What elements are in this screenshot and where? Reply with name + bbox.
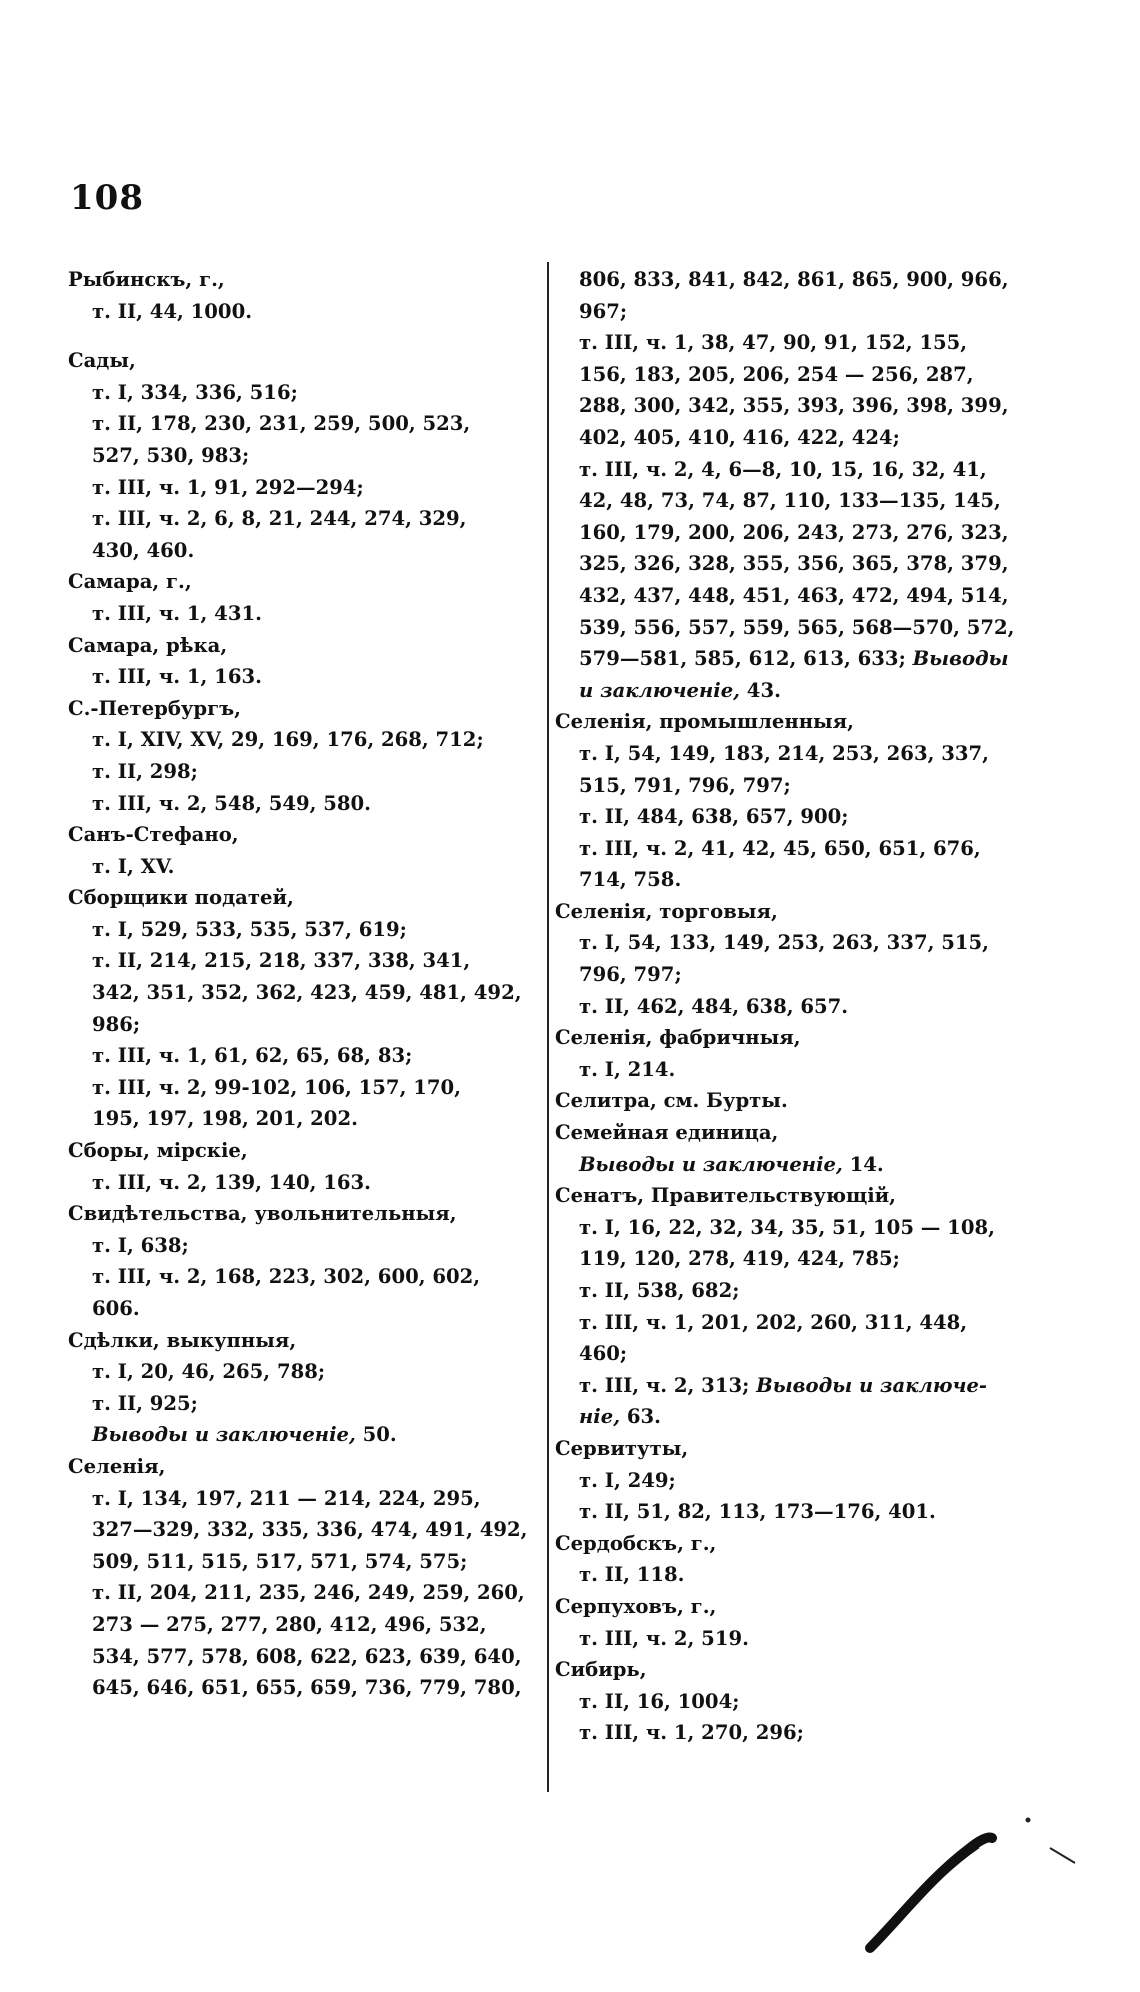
index-headword: Сборщики податей, [68,886,294,910]
index-reference-line: 160, 179, 200, 206, 243, 273, 276, 323, [579,520,1009,544]
reference-italic-text: Выводы и заключеніе, [579,1152,843,1176]
index-reference-line: т. I, 54, 133, 149, 253, 263, 337, 515, [579,931,989,955]
index-reference-line: т. II, 118. [579,1563,685,1587]
index-reference-line: 273 — 275, 277, 280, 412, 496, 532, [92,1612,487,1636]
index-reference-line: 342, 351, 352, 362, 423, 459, 481, 492, [92,981,522,1005]
index-reference-line: 806, 833, 841, 842, 861, 865, 900, 966, [579,268,1009,291]
index-reference-line: т. I, 638; [92,1233,189,1257]
index-reference-line: 288, 300, 342, 355, 393, 396, 398, 399, [579,394,1009,418]
index-reference-line [555,675,1033,707]
index-headword: Семейная единица, [555,1121,779,1145]
index-headword: Сады, [68,349,136,373]
index-reference-line: 796, 797; [579,963,682,987]
index-reference-line: 460; [579,1342,628,1366]
index-reference-line: т. I, 134, 197, 211 — 214, 224, 295, [92,1486,481,1510]
reference-text: 43. [739,678,781,702]
index-headword: Сердобскъ, г., [555,1531,717,1555]
index-reference-line: 327—329, 332, 335, 336, 474, 491, 492, [92,1518,528,1542]
index-reference-line [555,1401,1033,1433]
index-headword: Самара, г., [68,570,192,594]
index-reference-line: т. II, 178, 230, 231, 259, 500, 523, [92,412,471,436]
index-reference-line: т. III, ч. 2, 168, 223, 302, 600, 602, [92,1265,481,1289]
index-headword: Селенія, [68,1454,166,1478]
index-reference-line: т. I, 529, 533, 535, 537, 619; [92,917,407,941]
index-headword: Селенія, промышленныя, [555,710,854,734]
index-reference-line: т. I, 214. [579,1057,676,1081]
index-headword: Сдѣлки, выкупныя, [68,1328,297,1352]
index-reference-line: т. III, ч. 2, 519. [579,1626,749,1650]
index-headword: Селенія, фабричныя, [555,1026,801,1050]
index-reference-line: т. II, 538, 682; [579,1279,740,1302]
index-reference-line: т. II, 484, 638, 657, 900; [579,805,849,829]
index-reference-line: т. III, ч. 1, 163. [92,665,262,689]
entry-spacer [68,327,548,345]
reference-text: 63. [620,1405,661,1429]
index-reference-line: т. I, 249; [579,1468,676,1492]
reference-text: 14. [842,1152,884,1176]
reference-italic-text: Выводы и заключе- [756,1373,988,1397]
index-headword: Серпуховъ, г., [555,1594,717,1618]
index-reference-line: т. II, 44, 1000. [92,299,253,323]
index-reference-line: т. II, 16, 1004; [579,1689,740,1713]
reference-italic-text: Выводы и заключеніе, [92,1423,356,1447]
index-reference-line: т. III, ч. 2, 548, 549, 580. [92,791,371,815]
index-headword: Рыбинскъ, г., [68,268,225,291]
index-reference-line: т. II, 51, 82, 113, 173—176, 401. [579,1500,936,1524]
index-reference-line: 714, 758. [579,868,682,892]
index-reference-line [68,1419,548,1451]
reference-italic-text: ніе, [579,1405,621,1429]
reference-italic-text: Выводы [912,647,1009,671]
index-reference-line: т. III, ч. 2, 99-102, 106, 157, 170, [92,1075,461,1099]
index-reference-line: т. III, ч. 2, 139, 140, 163. [92,1170,371,1194]
index-reference-line: т. I, 334, 336, 516; [92,380,298,404]
index-column-right [555,264,1033,1749]
index-reference-line: т. I, 16, 22, 32, 34, 35, 51, 105 — 108, [579,1215,995,1239]
index-reference-line: 195, 197, 198, 201, 202. [92,1107,358,1131]
index-reference-line: 509, 511, 515, 517, 571, 574, 575; [92,1549,468,1573]
index-reference-line: 967; [579,299,628,323]
index-reference-line: 534, 577, 578, 608, 622, 623, 639, 640, [92,1644,522,1668]
index-reference-line: т. III, ч. 1, 270, 296; [579,1721,804,1745]
index-reference-line: 606. [92,1297,140,1320]
index-headword: Сборы, мірскіе, [68,1139,248,1163]
index-headword: С.-Петербургъ, [68,696,241,720]
index-reference-line: 402, 405, 410, 416, 422, 424; [579,425,900,449]
index-reference-line: 430, 460. [92,538,195,562]
page-number: 108 [70,178,144,218]
index-reference-line: 986; [92,1012,141,1036]
index-reference-line: 156, 183, 205, 206, 254 — 256, 287, [579,362,974,386]
index-headword: Самара, рѣка, [68,633,228,657]
column-divider [547,262,549,1792]
index-reference-line [555,1149,1033,1181]
ink-stroke-mark [860,1808,1100,1958]
reference-italic-text: и заключеніе, [579,678,740,702]
index-headword: Сервитуты, [555,1436,689,1460]
index-reference-line: 645, 646, 651, 655, 659, 736, 779, 780, [92,1676,522,1700]
reference-text: т. III, ч. 2, 313; [579,1373,757,1397]
index-column-left [68,264,548,1704]
index-reference-line: т. II, 462, 484, 638, 657. [579,994,849,1018]
index-headword: Сибирь, [555,1658,647,1682]
index-reference-line: 42, 48, 73, 74, 87, 110, 133—135, 145, [579,489,1001,513]
index-reference-line: 119, 120, 278, 419, 424, 785; [579,1247,900,1271]
index-reference-line: т. I, XIV, XV, 29, 169, 176, 268, 712; [92,728,484,752]
reference-text: 579—581, 585, 612, 613, 633; [579,647,913,671]
index-reference-line: т. I, 54, 149, 183, 214, 253, 263, 337, [579,741,989,765]
index-reference-line: т. III, ч. 1, 431. [92,601,262,625]
index-reference-line [555,1370,1033,1402]
index-reference-line: т. III, ч. 2, 4, 6—8, 10, 15, 16, 32, 41, [579,457,987,481]
index-reference-line: т. III, ч. 2, 6, 8, 21, 244, 274, 329, [92,507,467,531]
index-reference-line: 515, 791, 796, 797; [579,773,791,797]
index-headword: Сенатъ, Правительствующій, [555,1184,896,1208]
index-reference-line: т. II, 204, 211, 235, 246, 249, 259, 260, [92,1581,525,1605]
index-reference-line [555,643,1033,675]
index-reference-line: т. III, ч. 1, 91, 292—294; [92,475,364,499]
index-reference-line: т. III, ч. 2, 41, 42, 45, 650, 651, 676, [579,836,981,860]
reference-text: 50. [355,1423,397,1447]
index-reference-line: т. II, 298; [92,759,198,783]
index-headword: Свидѣтельства, увольнительныя, [68,1202,457,1226]
index-reference-line: т. I, 20, 46, 265, 788; [92,1360,326,1384]
index-reference-line: 432, 437, 448, 451, 463, 472, 494, 514, [579,583,1009,607]
index-headword: Селенія, торговыя, [555,899,778,923]
index-reference-line: т. II, 925; [92,1391,198,1415]
index-reference-line: 527, 530, 983; [92,443,250,467]
index-reference-line: т. III, ч. 1, 201, 202, 260, 311, 448, [579,1310,968,1334]
index-reference-line: т. III, ч. 1, 61, 62, 65, 68, 83; [92,1044,413,1068]
index-reference-line: т. III, ч. 1, 38, 47, 90, 91, 152, 155, [579,331,968,355]
index-reference-line: т. II, 214, 215, 218, 337, 338, 341, [92,949,471,973]
index-reference-line: т. I, XV. [92,854,175,878]
index-headword: Селитра, см. Бурты. [555,1089,788,1113]
index-reference-line: 325, 326, 328, 355, 356, 365, 378, 379, [579,552,1009,576]
index-headword: Санъ-Стефано, [68,823,239,847]
index-reference-line: 539, 556, 557, 559, 565, 568—570, 572, [579,615,1015,639]
